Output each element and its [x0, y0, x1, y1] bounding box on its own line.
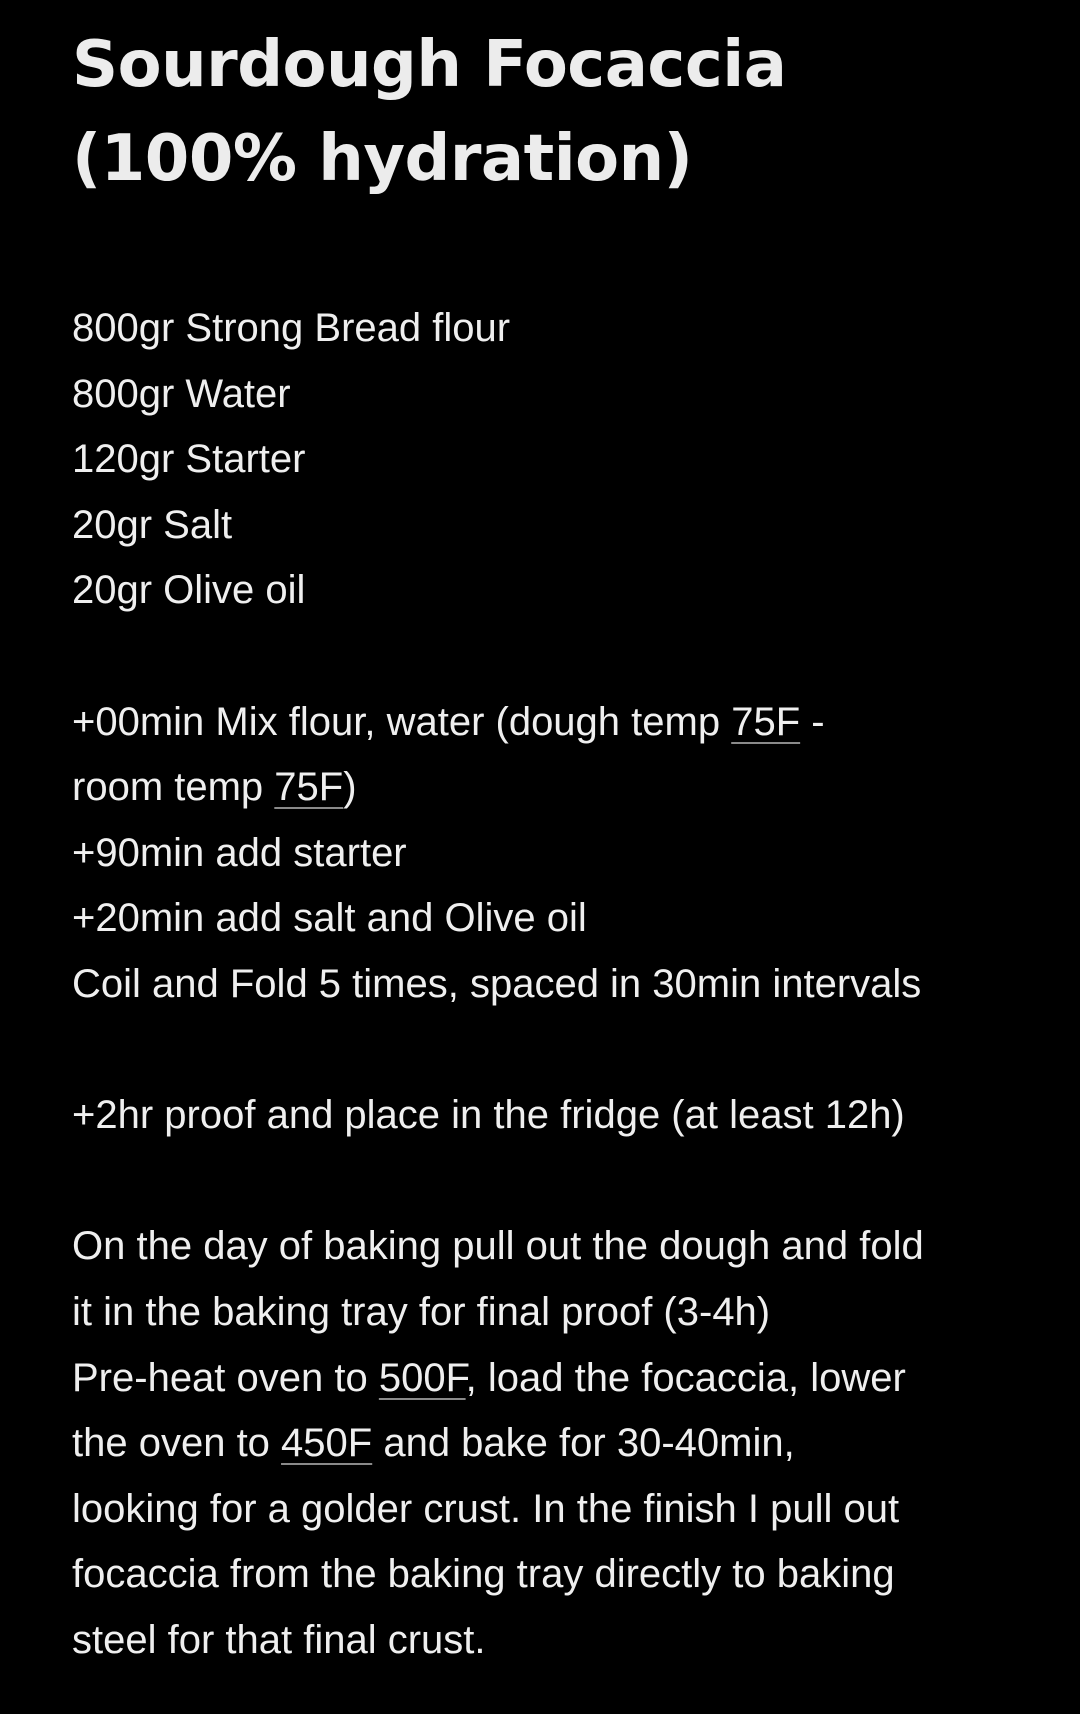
temperature-link-bake[interactable]: 450F	[281, 1421, 373, 1466]
note-title: Sourdough Focaccia (100% hydration)	[72, 28, 787, 196]
bake-line-6: focaccia from the baking tray directly to baking	[72, 1552, 895, 1597]
note-content[interactable]	[72, 18, 1032, 1673]
step-mix-close: )	[343, 765, 357, 810]
step-mix-room-text: room temp	[72, 765, 275, 810]
ingredient-olive-oil: 20gr Olive oil	[72, 568, 306, 613]
ingredient-salt: 20gr Salt	[72, 502, 233, 547]
blank-line	[72, 1149, 1032, 1215]
step-add-starter: +90min add starter	[72, 830, 407, 875]
temperature-link-preheat[interactable]: 500F	[378, 1355, 466, 1400]
ingredient-starter: 120gr Starter	[72, 437, 306, 482]
bake-line-2: it in the baking tray for final proof (3-4h)	[72, 1289, 771, 1334]
bake-time-text: and bake for 30-40min,	[372, 1421, 795, 1466]
step-coil-fold: Coil and Fold 5 times, spaced in 30min intervals	[72, 961, 922, 1006]
step-mix-dash: -	[800, 699, 825, 744]
bake-line-1: On the day of baking pull out the dough and fold	[72, 1224, 924, 1269]
note-body[interactable]	[72, 296, 1032, 1673]
temperature-link-dough[interactable]: 75F	[731, 699, 801, 744]
ingredient-flour: 800gr Strong Bread flour	[72, 306, 511, 350]
bake-lower-text: the oven to	[72, 1421, 282, 1466]
bake-line-5: looking for a golder crust. In the finish I pull out	[72, 1486, 900, 1531]
mixing-steps	[72, 690, 1032, 1018]
step-add-salt-oil: +20min add salt and Olive oil	[72, 896, 587, 941]
step-mix-cont	[72, 755, 1032, 821]
bake-line-7: steel for that final crust.	[72, 1617, 486, 1662]
step-mix-text: +00min Mix flour, water (dough temp	[72, 699, 732, 744]
ingredients-list	[72, 296, 1032, 624]
ingredient-water: 800gr Water	[72, 371, 291, 416]
bake-line-4	[72, 1411, 1032, 1477]
blank-line	[72, 1018, 1032, 1084]
step-proof: +2hr proof and place in the fridge (at least 12h)	[72, 1093, 905, 1138]
bake-line-3	[72, 1346, 1032, 1412]
step-mix	[72, 690, 1032, 756]
blank-line	[72, 624, 1032, 690]
bake-load-text: , load the focaccia, lower	[465, 1355, 906, 1400]
bake-preheat-text: Pre-heat oven to	[72, 1355, 379, 1400]
temperature-link-room[interactable]: 75F	[274, 765, 344, 810]
baking-steps	[72, 1214, 1032, 1673]
